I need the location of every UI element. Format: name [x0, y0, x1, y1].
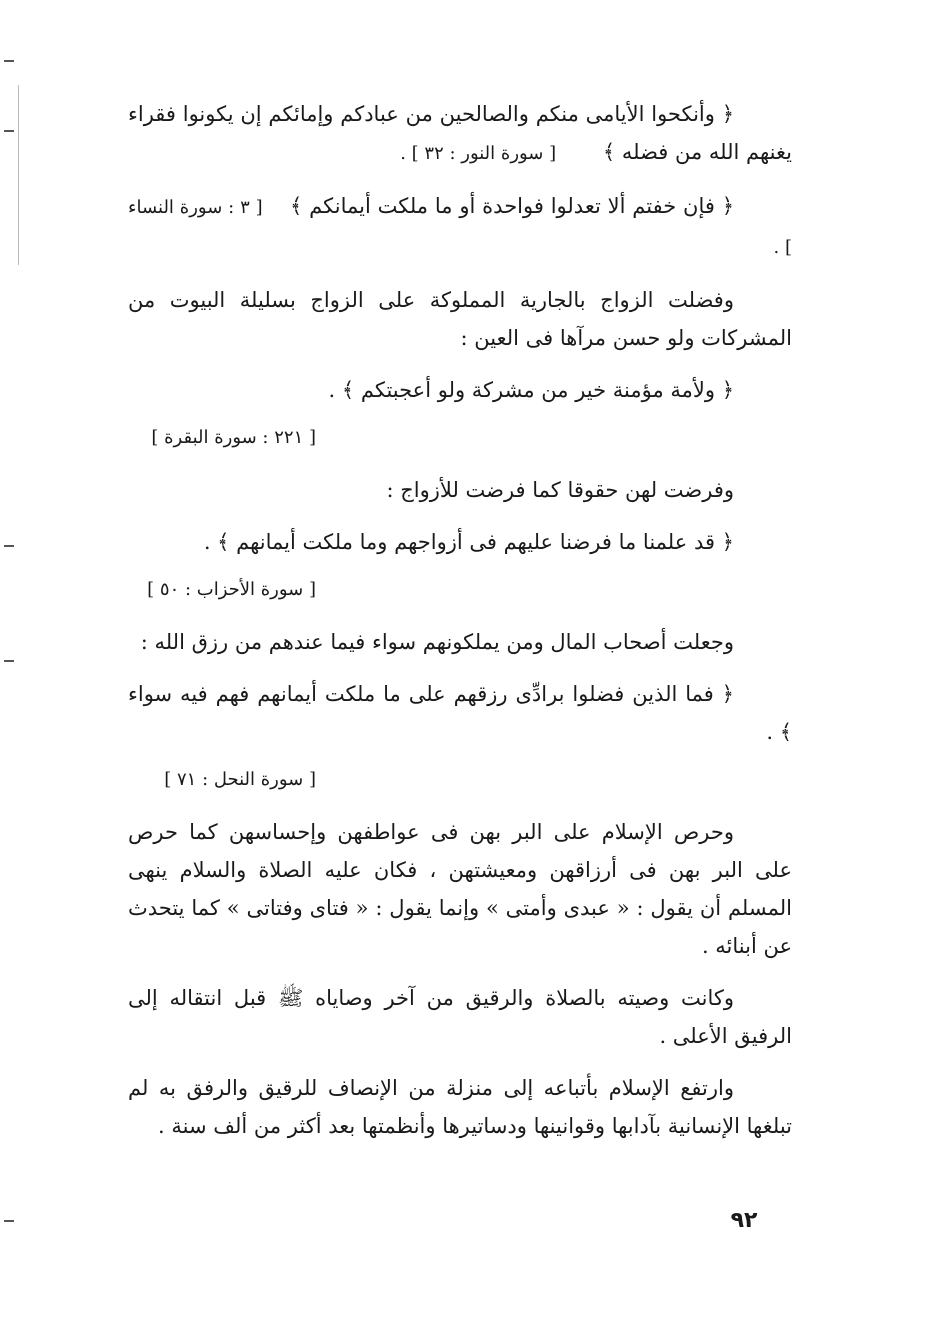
- scan-margin-mark: [4, 130, 14, 132]
- scan-margin-mark: [4, 1220, 14, 1222]
- verse-reference: [ سورة النحل : ٧١ ]: [164, 769, 316, 790]
- verse-reference: [ ٣ : سورة النساء ] .: [128, 197, 792, 258]
- body-paragraph: وحرص الإسلام على البر بهن فى عواطفهن وإحساسهن كما حرص على البر بهن فى أرزاقهن ومعيشتهن ، فكان عليه الصلاة والسلام ينهى المسلم أن يقول : « عبدى وأمتى » وإنما يقول : « فتاى وفتاتى » كما يتحدث عن أبنائه .: [128, 820, 792, 958]
- quran-verse: ﴿ فما الذين فضلوا برادِّى رزقهم على ما ملكت أيمانهم فهم فيه سواء ﴾ .: [128, 682, 792, 744]
- body-paragraph: وكانت وصيته بالصلاة والرقيق من آخر وصاياه ﷺ قبل انتقاله إلى الرفيق الأعلى .: [128, 986, 792, 1048]
- quran-verse: ﴿ ولأمة مؤمنة خير من مشركة ولو أعجبتكم ﴾ .: [328, 378, 734, 402]
- quran-verse: [128, 187, 792, 267]
- verse-text: ﴿ وأنكحوا الأيامى منكم والصالحين من عبادكم وإمائكم إن يكونوا فقراء يغنهم الله من فضله ﴾: [128, 102, 792, 164]
- body-paragraph: وفضلت الزواج بالجارية المملوكة على الزواج بسليلة البيوت من المشركات ولو حسن مرآها فى العين :: [128, 288, 792, 350]
- quran-verse: [128, 95, 792, 173]
- body-paragraph: وفرضت لهن حقوقا كما فرضت للأزواج :: [386, 478, 734, 502]
- body-paragraph: وارتفع الإسلام بأتباعه إلى منزلة من الإنصاف للرقيق والرفق به لم تبلغها الإنسانية بآدابها وقوانينها ودساتيرها وأنظمتها بعد أكثر من ألف سنة .: [128, 1076, 792, 1138]
- page-number: ٩٢: [730, 1208, 758, 1233]
- verse-text: ﴿ فإن خفتم ألا تعدلوا فواحدة أو ما ملكت أيمانكم ﴾: [290, 194, 735, 218]
- verse-reference: [ سورة النور : ٣٢ ] .: [400, 143, 557, 164]
- body-paragraph: وجعلت أصحاب المال ومن يملكونهم سواء فيما عندهم من رزق الله :: [140, 630, 734, 654]
- page-body: [128, 95, 792, 1159]
- verse-reference: [ ٢٢١ : سورة البقرة ]: [151, 427, 316, 448]
- scan-margin-mark: [4, 660, 14, 662]
- scan-edge-line: [18, 85, 19, 265]
- quran-verse: ﴿ قد علمنا ما فرضنا عليهم فى أزواجهم وما ملكت أيمانهم ﴾ .: [203, 530, 734, 554]
- verse-reference: [ سورة الأحزاب : ٥٠ ]: [147, 579, 316, 600]
- scan-margin-mark: [4, 60, 14, 62]
- scan-margin-mark: [4, 545, 14, 547]
